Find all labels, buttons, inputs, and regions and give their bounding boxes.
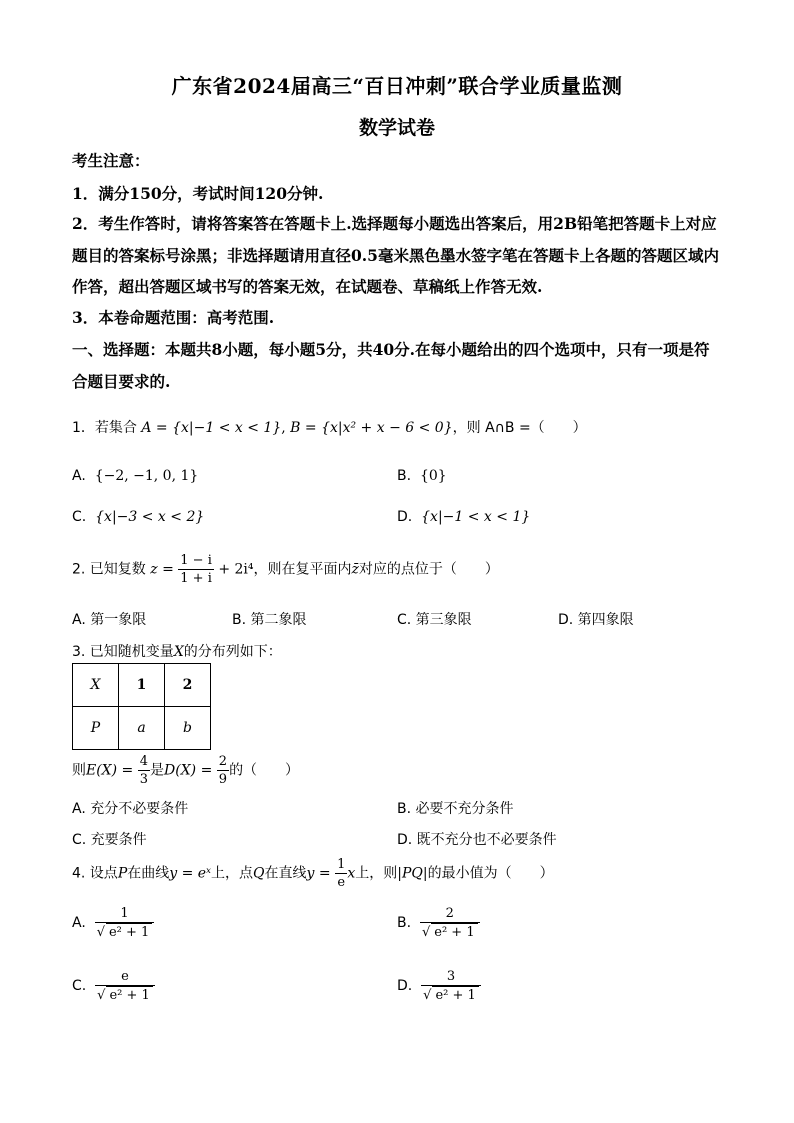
q4-line-x: x xyxy=(347,865,356,882)
notice-item-2: 2．考生作答时，请将答案答在答题卡上.选择题每小题选出答案后，用2B铅笔把答题卡上对应题目的答案标号涂黑；非选择题请用直径0.5毫米黑色墨水签字笔在答题卡上各题的答题区域内作答，超出答题区域书写的答案无效，在试题卷、草稿纸上作答无效. xyxy=(72,214,719,296)
q3-ex: E(X) = xyxy=(86,762,134,779)
q4-option-c-fraction xyxy=(95,968,155,1004)
q4-line-y: y = xyxy=(306,865,331,882)
q2-z-eq: z = xyxy=(150,561,174,578)
q1-option-b-label: B. xyxy=(397,468,412,484)
q2-suffix: ，则在复平面内 xyxy=(253,561,352,578)
q4-option-d-fraction xyxy=(421,968,481,1004)
distribution-table xyxy=(72,663,211,750)
question-3-condition xyxy=(72,753,299,788)
q2-option-b: B. 第二象限 xyxy=(232,612,307,628)
table-row xyxy=(73,664,211,707)
q4-option-b-radicand: e² + 1 xyxy=(431,923,477,941)
q1-option-a-label: A. xyxy=(72,468,86,484)
q2-option-d: D. 第四象限 xyxy=(558,612,634,628)
table-cell: b xyxy=(165,707,211,750)
q1-sep: , xyxy=(281,420,291,436)
q3-option-a: A. 充分不必要条件 xyxy=(72,801,189,817)
q3-option-d: D. 既不充分也不必要条件 xyxy=(397,832,557,848)
q1-option-d xyxy=(397,509,530,525)
q4-option-a-radicand: e² + 1 xyxy=(106,923,152,941)
q4-suffix: 的最小值为（ ） xyxy=(427,865,554,882)
q1-option-c-label: C. xyxy=(72,509,87,525)
question-4-stem xyxy=(72,856,554,891)
q4-line-fraction xyxy=(335,856,347,891)
q4-option-a-fraction xyxy=(95,905,155,941)
q3-cond-prefix: 则 xyxy=(72,762,86,779)
q2-option-c: C. 第三象限 xyxy=(397,612,472,628)
q2-frac-num: 1 − i xyxy=(180,553,212,568)
table-cell: P xyxy=(73,707,119,750)
section-1-heading: 一、选择题：本题共8小题，每小题5分，共40分.在每小题给出的四个选项中，只有一项是符合题目要求的. xyxy=(72,340,710,391)
q4-option-c-radicand: e² + 1 xyxy=(106,986,152,1004)
q1-option-a xyxy=(72,468,198,484)
table-row xyxy=(73,707,211,750)
question-2-stem xyxy=(72,552,499,587)
q3-option-b: B. 必要不充分条件 xyxy=(397,801,514,817)
q2-zbar: z̄ xyxy=(351,561,359,578)
q4-option-a-num: 1 xyxy=(95,905,155,923)
q1-suffix: ，则 A∩B =（ ） xyxy=(452,420,587,436)
q4-option-c-den: √ e² + 1 xyxy=(95,986,155,1004)
q1-option-d-text: {x|−1 < x < 1} xyxy=(421,509,531,525)
q2-frac-den: 1 + i xyxy=(180,571,212,586)
q3-option-c: C. 充要条件 xyxy=(72,832,147,848)
question-1-stem xyxy=(72,417,587,437)
q4-option-c xyxy=(72,968,155,1004)
q4-option-d-radicand: e² + 1 xyxy=(432,986,478,1004)
q4-point-p: P xyxy=(117,865,128,882)
q4-line-num: 1 xyxy=(337,857,346,872)
question-3-stem xyxy=(72,641,282,661)
q1-option-b xyxy=(397,468,447,484)
q4-option-b-label: B. xyxy=(397,915,412,931)
q1-set-a: A = {x|−1 < x < 1} xyxy=(141,420,282,436)
exam-title: 广东省2024届高三“百日冲刺”联合学业质量监测 xyxy=(171,74,623,98)
q3-ex-num: 4 xyxy=(139,754,149,769)
q4-mid-2: 上，点 xyxy=(211,865,254,882)
q4-mid-1: 在曲线 xyxy=(127,865,170,882)
table-cell: 2 xyxy=(165,664,211,707)
q4-option-a-label: A. xyxy=(72,915,86,931)
q2-prefix: 2. 已知复数 xyxy=(72,561,146,578)
q3-stem-2: 的分布列如下： xyxy=(183,644,282,660)
q2-suffix-2: 对应的点位于（ ） xyxy=(358,561,499,578)
q3-dx-fraction xyxy=(217,753,229,788)
q1-option-a-text: {−2, −1, 0, 1} xyxy=(94,468,199,484)
q4-option-b-den: √ e² + 1 xyxy=(420,923,480,941)
table-cell: 1 xyxy=(119,664,165,707)
q3-var-x: X xyxy=(173,644,184,660)
q4-option-b-num: 2 xyxy=(420,905,480,923)
notice-item-3: 3．本卷命题范围：高考范围. xyxy=(72,308,275,327)
q4-pq: |PQ| xyxy=(397,865,428,882)
q4-mid-3: 在直线 xyxy=(264,865,307,882)
q4-mid-4: 上，则 xyxy=(355,865,398,882)
q3-dx-num: 2 xyxy=(218,754,228,769)
q4-option-c-label: C. xyxy=(72,978,87,994)
q4-line-den: e xyxy=(337,875,346,890)
notice-item-1: 1．满分150分，考试时间120分钟. xyxy=(72,184,324,203)
q3-dx: D(X) = xyxy=(164,762,213,779)
q1-option-b-text: {0} xyxy=(419,468,447,484)
q4-option-b-fraction xyxy=(420,905,480,941)
q3-ex-fraction xyxy=(138,753,150,788)
q3-ex-den: 3 xyxy=(139,772,149,787)
q4-option-c-num: e xyxy=(95,968,155,986)
q2-plus-term: + 2i⁴ xyxy=(218,561,254,578)
q2-fraction xyxy=(178,552,214,587)
q4-curve: y = eˣ xyxy=(169,865,212,882)
q4-option-d xyxy=(397,968,481,1004)
q3-suffix: 的（ ） xyxy=(229,762,300,779)
notice-heading: 考生注意： xyxy=(72,151,150,170)
q1-option-d-label: D. xyxy=(397,509,413,525)
q1-prefix: 1．若集合 xyxy=(72,420,137,436)
table-cell: X xyxy=(73,664,119,707)
table-cell: a xyxy=(119,707,165,750)
q3-dx-den: 9 xyxy=(218,772,228,787)
q4-option-a-den: √ e² + 1 xyxy=(95,923,155,941)
q3-mid: 是 xyxy=(150,762,165,779)
q4-point-q: Q xyxy=(253,865,265,882)
q1-set-b: B = {x|x² + x − 6 < 0} xyxy=(290,420,453,436)
exam-subtitle: 数学试卷 xyxy=(358,117,435,139)
q4-option-d-num: 3 xyxy=(421,968,481,986)
q2-option-a: A. 第一象限 xyxy=(72,612,147,628)
q4-option-a xyxy=(72,905,154,941)
q3-stem: 3. 已知随机变量 xyxy=(72,644,174,660)
q4-option-d-den: √ e² + 1 xyxy=(421,986,481,1004)
q4-option-b xyxy=(397,905,480,941)
q1-option-c xyxy=(72,509,204,525)
q1-option-c-text: {x|−3 < x < 2} xyxy=(95,509,205,525)
q4-option-d-label: D. xyxy=(397,978,413,994)
q4-prefix: 4. 设点 xyxy=(72,865,118,882)
